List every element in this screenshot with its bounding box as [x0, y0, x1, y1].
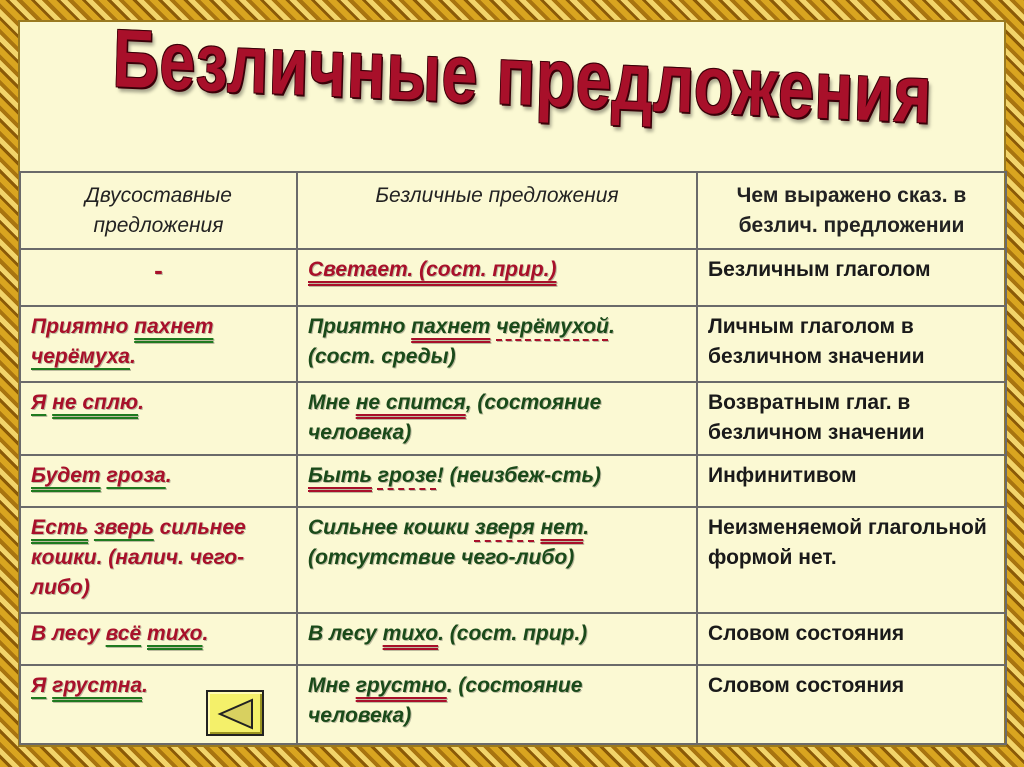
text: Мне [308, 391, 356, 414]
predicate-word: Есть [31, 516, 89, 539]
cell-predicate: Неизменяемой глагольной формой нет. [697, 507, 1006, 613]
table-row [20, 665, 1006, 744]
text: Приятно [31, 315, 135, 338]
header-impersonal: Безличные предложения [297, 172, 697, 249]
predicate-word: не спится [355, 391, 466, 414]
predicate-word: тихо [147, 622, 203, 645]
empty-dash: - [154, 255, 163, 285]
predicate-word: пахнет [134, 315, 214, 338]
cell-impersonal [297, 613, 697, 665]
table-row [20, 306, 1006, 382]
text: . [142, 674, 148, 697]
cell-impersonal [297, 507, 697, 613]
table-row [20, 613, 1006, 665]
object-word: зверя [474, 516, 535, 539]
cell-two-part [20, 613, 297, 665]
header-predicate: Чем выражено сказ. в безлич. предложении [697, 172, 1006, 249]
cell-impersonal [297, 455, 697, 507]
text: В лесу [308, 622, 383, 645]
predicate-word: тихо [382, 622, 439, 645]
cell-predicate: Словом состояния [697, 665, 1006, 744]
table-header-row [20, 172, 1006, 249]
subject-word: черёмуха [31, 345, 130, 368]
triangle-left-icon [216, 698, 256, 730]
cell-impersonal [297, 382, 697, 455]
predicate-word: Быть [308, 464, 372, 487]
cell-two-part [20, 455, 297, 507]
subject-word: гроза [106, 464, 166, 487]
subject-word: Я [31, 674, 47, 697]
cell-two-part [20, 382, 297, 455]
text: . [202, 622, 209, 645]
text: . [165, 464, 172, 487]
predicate-word: нет [540, 516, 584, 539]
table-row [20, 507, 1006, 613]
predicate-word: пахнет [411, 315, 491, 338]
back-button[interactable] [206, 690, 264, 736]
text: . (сост. среды) [308, 315, 615, 368]
text: . [129, 345, 136, 368]
table-row [20, 455, 1006, 507]
text: Сильнее кошки [308, 516, 475, 539]
text: . (сост. прир.) [438, 622, 588, 645]
table-row [20, 382, 1006, 455]
comparison-table [19, 171, 1007, 745]
object-word: черёмухой [496, 315, 609, 338]
cell-predicate: Возвратным глаг. в безличном значении [697, 382, 1006, 455]
cell-predicate: Личным глаголом в безличном значении [697, 306, 1006, 382]
subject-word: Я [31, 391, 47, 414]
text: . (отсутствие чего-либо) [308, 516, 590, 569]
predicate-word: Будет [31, 464, 101, 487]
predicate-word: грустно [355, 674, 447, 697]
cell-predicate: Инфинитивом [697, 455, 1006, 507]
predicate-word: не сплю [52, 391, 139, 414]
cell-predicate: Словом состояния [697, 613, 1006, 665]
cell-impersonal [297, 665, 697, 744]
table-row [20, 249, 1006, 306]
predicate-text: Светает. (сост. прир.) [308, 258, 557, 281]
text: сильнее кошки. (налич. чего-либо) [31, 516, 246, 599]
cell-two-part [20, 507, 297, 613]
cell-impersonal [297, 249, 697, 306]
cell-predicate: Безличным глаголом [697, 249, 1006, 306]
text: . (состояние человека) [308, 674, 583, 727]
subject-word: зверь [93, 516, 154, 539]
header-two-part: Двусоставные предложения [20, 172, 297, 249]
text: Приятно [308, 315, 412, 338]
text: Мне [308, 674, 356, 697]
predicate-word: грустна [52, 674, 143, 697]
text: , (состояние человека) [308, 391, 602, 444]
cell-two-part [20, 249, 297, 306]
subject-word: всё [105, 622, 142, 645]
page-title: Безличные предложения [111, 13, 934, 141]
text: . [138, 391, 144, 414]
cell-impersonal [297, 306, 697, 382]
text: ! (неизбеж-сть) [436, 464, 601, 487]
object-word: грозе [377, 464, 437, 487]
cell-two-part [20, 306, 297, 382]
text: В лесу [31, 622, 106, 645]
